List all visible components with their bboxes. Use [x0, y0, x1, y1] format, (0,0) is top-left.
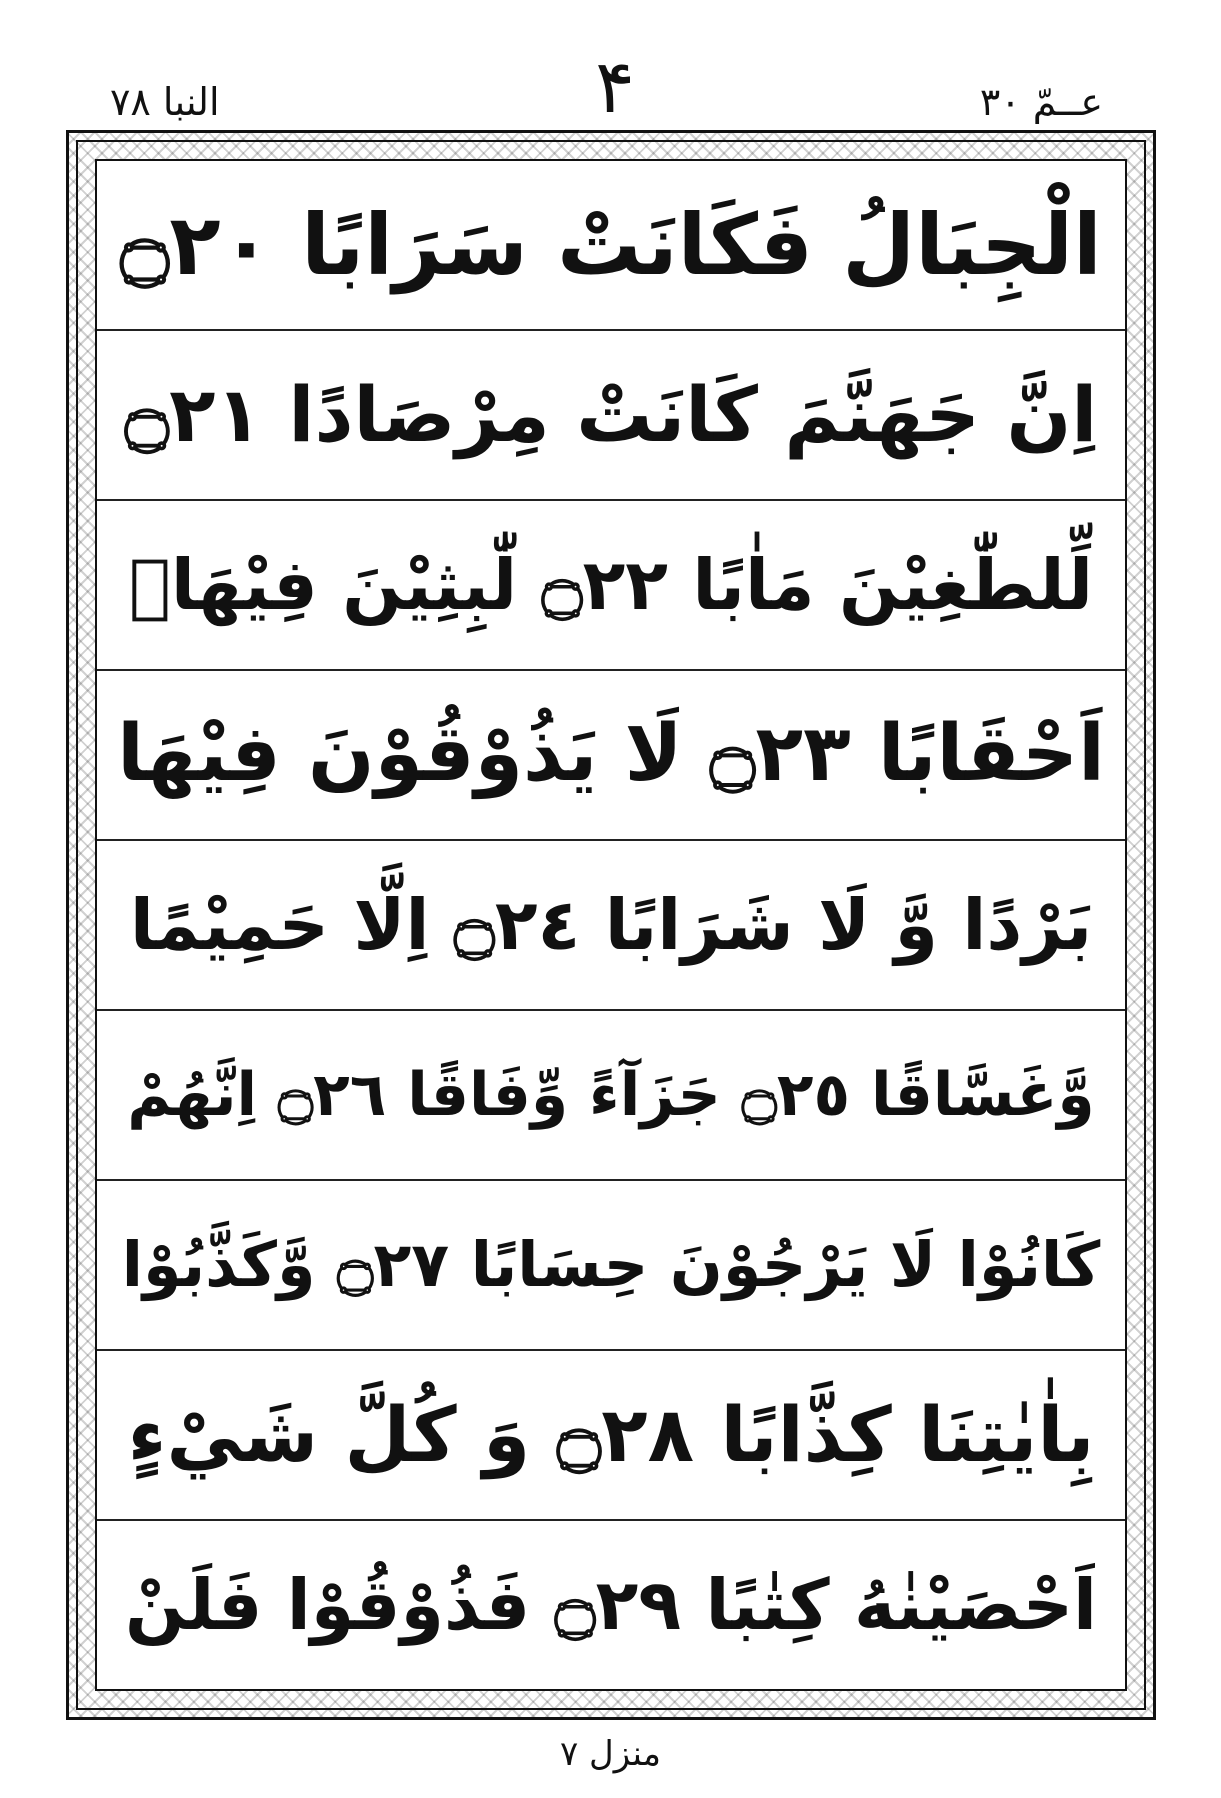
- verse-line: اَحْقَابًا ۝٢٣ لَا يَذُوْقُوْنَ فِيْهَا: [117, 709, 1105, 800]
- verse-line: وَّغَسَّاقًا ۝٢٥ جَزَآءً وِّفَاقًا ۝٢٦ اِنَّهُمْ: [127, 1060, 1095, 1130]
- text-line-2: [97, 331, 1125, 501]
- text-line-5: [97, 841, 1125, 1011]
- verse-line: لِّلطّٰغِيْنَ مَاٰبًا ۝٢٢ لّٰبِثِيْنَ فِيْهَاۤ: [128, 543, 1094, 626]
- text-line-8: [97, 1351, 1125, 1521]
- verse-line: اَحْصَيْنٰهُ كِتٰبًا ۝٢٩ فَذُوْقُوْا فَلَنْ: [125, 1563, 1098, 1646]
- verse-line: اِنَّ جَهَنَّمَ كَانَتْ مِرْصَادًا ۝٢١: [124, 370, 1098, 460]
- text-line-1: [97, 161, 1125, 331]
- verse-line: بِاٰيٰتِنَا كِذَّابًا ۝٢٨ وَ كُلَّ شَيْءٍ: [127, 1390, 1095, 1480]
- juz-label: عــمّ ٣٠: [979, 80, 1103, 124]
- verse-line: بَرْدًا وَّ لَا شَرَابًا ۝٢٤ اِلَّا حَمِيْمًا: [129, 883, 1093, 966]
- text-line-9: [97, 1521, 1125, 1689]
- text-line-6: [97, 1011, 1125, 1181]
- page-number: ۴: [595, 44, 635, 130]
- ornamental-border: [66, 130, 1156, 1720]
- verse-line: الْجِبَالُ فَكَانَتْ سَرَابًا ۝٢٠: [120, 195, 1102, 294]
- surah-label: النبا ٧٨: [110, 80, 220, 124]
- text-line-7: [97, 1181, 1125, 1351]
- text-line-4: [97, 671, 1125, 841]
- text-line-3: [97, 501, 1125, 671]
- manzil-footer: منزل ٧: [559, 1734, 661, 1774]
- text-panel: [95, 159, 1127, 1691]
- page-header: [0, 0, 1221, 130]
- verse-line: كَانُوْا لَا يَرْجُوْنَ حِسَابًا ۝٢٧ وَّكَذَّبُوْا: [121, 1227, 1101, 1301]
